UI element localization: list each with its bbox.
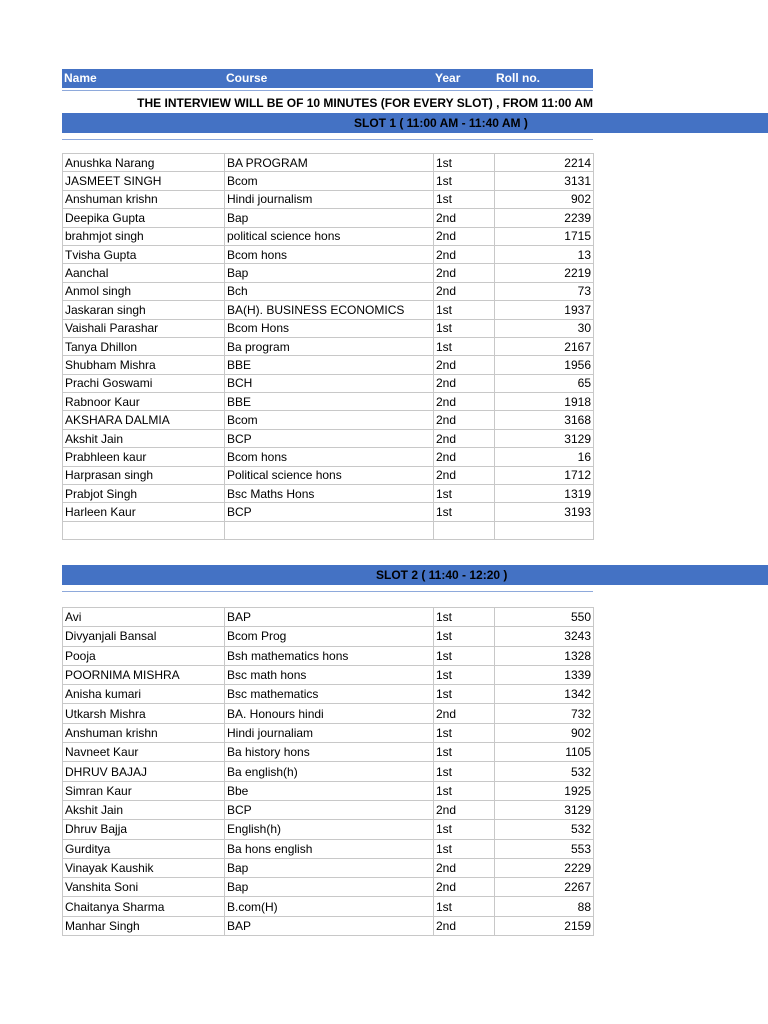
cell-course[interactable]: BA. Honours hindi <box>225 704 434 723</box>
cell-year[interactable]: 2nd <box>434 429 495 447</box>
cell-roll-no[interactable]: 73 <box>495 282 594 300</box>
cell-name[interactable]: brahmjot singh <box>63 227 225 245</box>
cell-name[interactable]: Vanshita Soni <box>63 878 225 897</box>
cell-name[interactable]: AKSHARA DALMIA <box>63 411 225 429</box>
cell-year[interactable]: 2nd <box>434 448 495 466</box>
cell-roll-no[interactable]: 732 <box>495 704 594 723</box>
cell-name[interactable]: Anisha kumari <box>63 685 225 704</box>
cell-course[interactable]: Bsc Maths Hons <box>225 485 434 503</box>
cell-year[interactable]: 1st <box>434 762 495 781</box>
cell-year[interactable]: 2nd <box>434 704 495 723</box>
slot-1-title[interactable]: SLOT 1 ( 11:00 AM - 11:40 AM ) <box>354 116 528 130</box>
table-row <box>63 521 594 539</box>
cell-course[interactable]: Bch <box>225 282 434 300</box>
table-row <box>63 190 594 208</box>
cell-name[interactable]: Rabnoor Kaur <box>63 393 225 411</box>
cell-roll-no[interactable]: 1937 <box>495 301 594 319</box>
cell-year[interactable]: 1st <box>434 897 495 916</box>
header-name[interactable]: Name <box>64 71 97 85</box>
cell-course[interactable]: political science hons <box>225 227 434 245</box>
cell-roll-no[interactable]: 1918 <box>495 393 594 411</box>
cell-course[interactable]: Bsc math hons <box>225 665 434 684</box>
cell-name[interactable]: Anushka Narang <box>63 154 225 172</box>
cell-year[interactable]: 1st <box>434 503 495 521</box>
cell-roll-no[interactable]: 13 <box>495 245 594 263</box>
cell-year[interactable]: 2nd <box>434 227 495 245</box>
cell-roll-no[interactable]: 2239 <box>495 209 594 227</box>
cell-roll-no[interactable]: 3131 <box>495 172 594 190</box>
header-roll-no[interactable]: Roll no. <box>496 71 540 85</box>
slot-2-table <box>62 607 594 936</box>
cell-name[interactable]: Simran Kaur <box>63 781 225 800</box>
table-row <box>63 245 594 263</box>
cell-year[interactable]: 1st <box>434 646 495 665</box>
cell-roll-no[interactable]: 1105 <box>495 743 594 762</box>
cell-roll-no[interactable]: 3193 <box>495 503 594 521</box>
slot-1-banner <box>62 113 768 133</box>
cell-year[interactable]: 2nd <box>434 374 495 392</box>
slot-1-divider <box>62 139 593 140</box>
cell-roll-no[interactable]: 902 <box>495 190 594 208</box>
table-row <box>63 762 594 781</box>
cell-name[interactable]: Anshuman krishn <box>63 723 225 742</box>
cell-roll-no[interactable]: 88 <box>495 897 594 916</box>
cell-name[interactable]: Harleen Kaur <box>63 503 225 521</box>
table-row <box>63 429 594 447</box>
table-row <box>63 878 594 897</box>
cell-name[interactable]: POORNIMA MISHRA <box>63 665 225 684</box>
cell-course[interactable]: Bap <box>225 878 434 897</box>
cell-year[interactable]: 1st <box>434 485 495 503</box>
cell-roll-no[interactable]: 16 <box>495 448 594 466</box>
cell-course[interactable]: Hindi journaliam <box>225 723 434 742</box>
cell-year[interactable]: 1st <box>434 154 495 172</box>
table-row <box>63 337 594 355</box>
cell-course[interactable]: BBE <box>225 393 434 411</box>
cell-year[interactable]: 1st <box>434 172 495 190</box>
cell-year[interactable]: 1st <box>434 301 495 319</box>
cell-name[interactable]: Manhar Singh <box>63 916 225 935</box>
cell-name[interactable]: Navneet Kaur <box>63 743 225 762</box>
cell-course[interactable] <box>225 521 434 539</box>
cell-year[interactable]: 2nd <box>434 282 495 300</box>
table-row <box>63 466 594 484</box>
cell-name[interactable]: Prachi Goswami <box>63 374 225 392</box>
cell-name[interactable]: Anmol singh <box>63 282 225 300</box>
cell-year[interactable]: 2nd <box>434 800 495 819</box>
cell-course[interactable]: BCH <box>225 374 434 392</box>
cell-name[interactable]: Shubham Mishra <box>63 356 225 374</box>
cell-course[interactable]: B.com(H) <box>225 897 434 916</box>
cell-course[interactable]: BCP <box>225 429 434 447</box>
cell-course[interactable]: BAP <box>225 608 434 627</box>
table-row <box>63 209 594 227</box>
table-row <box>63 485 594 503</box>
cell-roll-no[interactable]: 1715 <box>495 227 594 245</box>
cell-course[interactable]: BAP <box>225 916 434 935</box>
cell-name[interactable]: Prabjot Singh <box>63 485 225 503</box>
table-row <box>63 916 594 935</box>
cell-name[interactable]: Harprasan singh <box>63 466 225 484</box>
table-row <box>63 723 594 742</box>
cell-course[interactable]: Bbe <box>225 781 434 800</box>
cell-name[interactable]: Anshuman krishn <box>63 190 225 208</box>
cell-name[interactable]: Deepika Gupta <box>63 209 225 227</box>
table-row <box>63 743 594 762</box>
cell-course[interactable]: BA PROGRAM <box>225 154 434 172</box>
cell-year[interactable]: 2nd <box>434 245 495 263</box>
cell-year[interactable]: 2nd <box>434 916 495 935</box>
cell-course[interactable]: BA(H). BUSINESS ECONOMICS <box>225 301 434 319</box>
cell-course[interactable]: Bcom <box>225 411 434 429</box>
cell-name[interactable]: Vaishali Parashar <box>63 319 225 337</box>
cell-course[interactable]: Bap <box>225 209 434 227</box>
table-row <box>63 282 594 300</box>
cell-name[interactable]: DHRUV BAJAJ <box>63 762 225 781</box>
cell-roll-no[interactable]: 1712 <box>495 466 594 484</box>
table-row <box>63 858 594 877</box>
cell-course[interactable]: Bcom Prog <box>225 627 434 646</box>
cell-roll-no[interactable]: 3129 <box>495 800 594 819</box>
cell-course[interactable]: Ba english(h) <box>225 762 434 781</box>
cell-roll-no[interactable]: 65 <box>495 374 594 392</box>
table-row <box>63 227 594 245</box>
cell-name[interactable]: Tanya Dhillon <box>63 337 225 355</box>
cell-name[interactable] <box>63 521 225 539</box>
cell-course[interactable]: Hindi journalism <box>225 190 434 208</box>
cell-year[interactable]: 1st <box>434 337 495 355</box>
table-row <box>63 800 594 819</box>
header-year[interactable]: Year <box>435 71 461 85</box>
cell-course[interactable]: BCP <box>225 503 434 521</box>
cell-name[interactable]: Prabhleen kaur <box>63 448 225 466</box>
cell-course[interactable]: Bap <box>225 264 434 282</box>
table-row <box>63 704 594 723</box>
table-row <box>63 685 594 704</box>
cell-year[interactable]: 1st <box>434 820 495 839</box>
cell-roll-no[interactable]: 2267 <box>495 878 594 897</box>
slot-2-divider <box>62 591 593 592</box>
cell-roll-no[interactable]: 2159 <box>495 916 594 935</box>
cell-course[interactable]: Ba program <box>225 337 434 355</box>
interview-note[interactable]: THE INTERVIEW WILL BE OF 10 MINUTES (FOR EVERY SLOT) , FROM 11:00 AM <box>137 96 593 110</box>
cell-name[interactable]: Avi <box>63 608 225 627</box>
cell-roll-no[interactable]: 1339 <box>495 665 594 684</box>
cell-roll-no[interactable]: 1956 <box>495 356 594 374</box>
cell-year[interactable]: 1st <box>434 190 495 208</box>
slot-2-title[interactable]: SLOT 2 ( 11:40 - 12:20 ) <box>376 568 508 582</box>
cell-name[interactable]: Divyanjali Bansal <box>63 627 225 646</box>
cell-year[interactable]: 1st <box>434 723 495 742</box>
cell-year[interactable]: 2nd <box>434 466 495 484</box>
cell-course[interactable]: Bap <box>225 858 434 877</box>
table-row <box>63 839 594 858</box>
table-row <box>63 264 594 282</box>
cell-roll-no[interactable]: 2229 <box>495 858 594 877</box>
table-row <box>63 393 594 411</box>
table-row <box>63 319 594 337</box>
cell-course[interactable]: Ba history hons <box>225 743 434 762</box>
cell-roll-no[interactable]: 3129 <box>495 429 594 447</box>
cell-roll-no[interactable]: 30 <box>495 319 594 337</box>
cell-roll-no[interactable]: 3168 <box>495 411 594 429</box>
cell-course[interactable]: English(h) <box>225 820 434 839</box>
table-row <box>63 374 594 392</box>
cell-course[interactable]: Bcom hons <box>225 245 434 263</box>
cell-roll-no[interactable]: 553 <box>495 839 594 858</box>
cell-name[interactable]: Akshit Jain <box>63 800 225 819</box>
cell-name[interactable]: Pooja <box>63 646 225 665</box>
cell-roll-no[interactable]: 1319 <box>495 485 594 503</box>
cell-roll-no[interactable]: 550 <box>495 608 594 627</box>
cell-course[interactable]: Ba hons english <box>225 839 434 858</box>
cell-year[interactable]: 2nd <box>434 878 495 897</box>
cell-roll-no[interactable]: 532 <box>495 820 594 839</box>
cell-name[interactable]: Dhruv Bajja <box>63 820 225 839</box>
slot-1-table <box>62 153 594 540</box>
cell-year[interactable]: 1st <box>434 743 495 762</box>
table-row <box>63 627 594 646</box>
column-header-row <box>62 69 593 88</box>
table-row <box>63 301 594 319</box>
cell-name[interactable]: Utkarsh Mishra <box>63 704 225 723</box>
cell-roll-no[interactable]: 2219 <box>495 264 594 282</box>
header-course[interactable]: Course <box>226 71 268 85</box>
cell-roll-no[interactable]: 2214 <box>495 154 594 172</box>
table-row <box>63 154 594 172</box>
cell-year[interactable]: 1st <box>434 685 495 704</box>
cell-roll-no[interactable]: 532 <box>495 762 594 781</box>
cell-name[interactable]: Akshit Jain <box>63 429 225 447</box>
cell-name[interactable]: Gurditya <box>63 839 225 858</box>
cell-year[interactable]: 2nd <box>434 356 495 374</box>
cell-name[interactable]: JASMEET SINGH <box>63 172 225 190</box>
table-row <box>63 781 594 800</box>
cell-course[interactable]: Political science hons <box>225 466 434 484</box>
cell-year[interactable]: 1st <box>434 319 495 337</box>
table-row <box>63 820 594 839</box>
table-row <box>63 503 594 521</box>
header-divider <box>62 90 593 91</box>
cell-year[interactable]: 1st <box>434 665 495 684</box>
cell-year[interactable]: 1st <box>434 608 495 627</box>
cell-name[interactable]: Aanchal <box>63 264 225 282</box>
slot-2-banner <box>62 565 768 585</box>
cell-year[interactable]: 1st <box>434 627 495 646</box>
table-row <box>63 411 594 429</box>
cell-name[interactable]: Tvisha Gupta <box>63 245 225 263</box>
cell-roll-no[interactable]: 1342 <box>495 685 594 704</box>
table-row <box>63 608 594 627</box>
cell-roll-no[interactable] <box>495 521 594 539</box>
cell-year[interactable]: 2nd <box>434 209 495 227</box>
table-row <box>63 646 594 665</box>
cell-year[interactable]: 2nd <box>434 411 495 429</box>
cell-roll-no[interactable]: 1328 <box>495 646 594 665</box>
cell-name[interactable]: Vinayak Kaushik <box>63 858 225 877</box>
cell-roll-no[interactable]: 902 <box>495 723 594 742</box>
cell-course[interactable]: Bsh mathematics hons <box>225 646 434 665</box>
cell-year[interactable]: 2nd <box>434 264 495 282</box>
cell-year[interactable]: 2nd <box>434 858 495 877</box>
table-row <box>63 356 594 374</box>
cell-course[interactable]: Bcom hons <box>225 448 434 466</box>
cell-year[interactable]: 2nd <box>434 393 495 411</box>
cell-name[interactable]: Jaskaran singh <box>63 301 225 319</box>
cell-course[interactable]: Bsc mathematics <box>225 685 434 704</box>
cell-year[interactable]: 1st <box>434 781 495 800</box>
cell-roll-no[interactable]: 1925 <box>495 781 594 800</box>
cell-course[interactable]: Bcom Hons <box>225 319 434 337</box>
cell-roll-no[interactable]: 3243 <box>495 627 594 646</box>
cell-course[interactable]: BCP <box>225 800 434 819</box>
cell-name[interactable]: Chaitanya Sharma <box>63 897 225 916</box>
table-row <box>63 172 594 190</box>
cell-course[interactable]: Bcom <box>225 172 434 190</box>
cell-roll-no[interactable]: 2167 <box>495 337 594 355</box>
cell-year[interactable] <box>434 521 495 539</box>
table-row <box>63 897 594 916</box>
cell-course[interactable]: BBE <box>225 356 434 374</box>
cell-year[interactable]: 1st <box>434 839 495 858</box>
table-row <box>63 665 594 684</box>
table-row <box>63 448 594 466</box>
